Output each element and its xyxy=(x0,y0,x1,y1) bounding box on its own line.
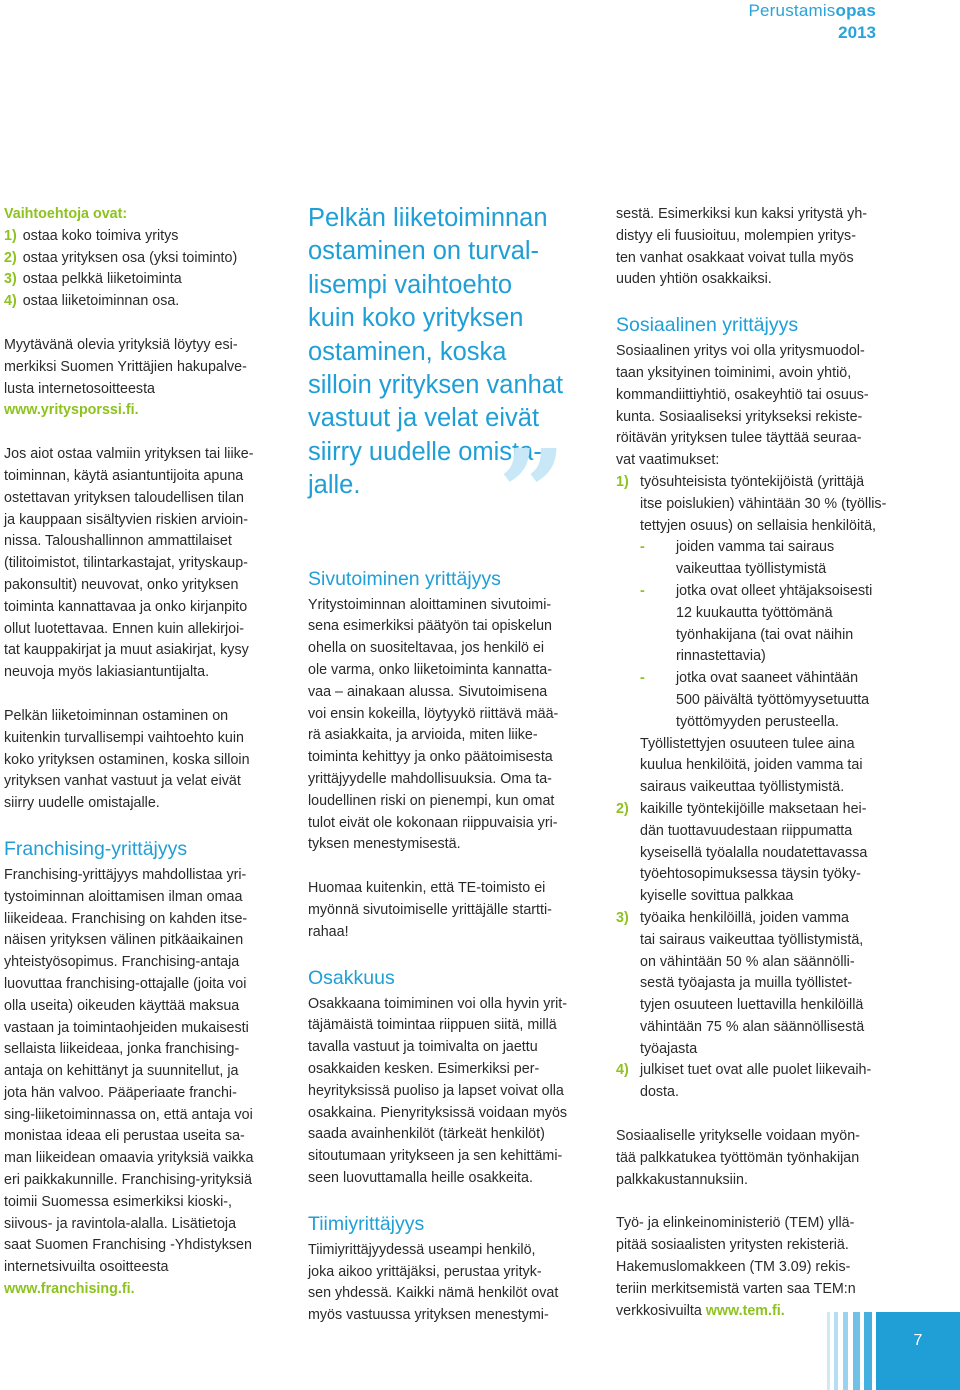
text-line: sestä työajasta ja muilla työllistet- xyxy=(640,975,853,992)
option-item xyxy=(4,248,286,270)
text-line: Pelkän liiketoiminnan ostaminen on xyxy=(4,707,229,724)
option-item xyxy=(4,226,286,248)
text-line: joka aikoo yrittäjäksi, perustaa yrityk- xyxy=(308,1263,542,1280)
quote-mark-icon: ” xyxy=(498,423,566,562)
quote-line: ostaminen on turval- xyxy=(308,237,540,266)
text-line: kuulua henkilöitä, joiden vamma tai xyxy=(640,757,863,774)
text-line: sairaus vaikeuttaa työllistymistä. xyxy=(640,779,845,796)
text-line: eri paikkakunnille. Franchising-yrityksiä xyxy=(4,1172,252,1189)
text-line: tat kauppakirjat ja muut asiakirjat, kysy xyxy=(4,642,249,659)
paragraph-safer-option xyxy=(4,706,286,815)
option-number: 4) xyxy=(4,293,17,310)
osakkuus-heading: Osakkuus xyxy=(308,966,395,989)
req2-number: 2) xyxy=(616,800,629,817)
text-line: kuitenkin turvallisempi vaihtoehto kuin xyxy=(4,729,244,746)
text-line: ole varma, onko liiketoiminta kannatta- xyxy=(308,662,552,679)
text-line: dän tuottavuudestaan riippumatta xyxy=(640,822,853,839)
brand xyxy=(748,2,876,41)
text-line: sitoutumaan yritykseen ja sen kehittämi- xyxy=(308,1148,563,1165)
text-line: verkkosivuilta xyxy=(616,1302,702,1319)
text-line: Franchising-yrittäjyys mahdollistaa yri- xyxy=(4,866,247,883)
text-line: osakkaiden kesken. Esimerkiksi per- xyxy=(308,1061,540,1077)
text-line: työehtosopimuksessa täysin työky- xyxy=(640,866,861,883)
text-line: kunta. Sosiaaliseksi yritykseksi rekiste- xyxy=(616,408,863,425)
dash-marker: - xyxy=(640,670,645,687)
dash-marker: - xyxy=(640,539,645,556)
req4-number: 4) xyxy=(616,1062,629,1079)
text-line: internetsivuilta osoitteesta xyxy=(4,1259,169,1276)
sub-requirement xyxy=(616,668,906,733)
requirement-3 xyxy=(616,908,906,1061)
text-line: olla useita) oikeuden käyttää maksua xyxy=(4,997,240,1014)
text-line: ostettavan yrityksen taloudellisen tilan xyxy=(4,489,245,506)
tem-link[interactable]: www.tem.fi. xyxy=(705,1302,785,1319)
text-line: jotka ovat olleet yhtäjaksoisesti xyxy=(676,582,873,599)
text-line: työaika henkilöillä, joiden vamma xyxy=(640,909,850,926)
text-line: Jos aiot ostaa valmiin yrityksen tai liike- xyxy=(4,446,254,463)
text-line: ohella on suositeltavaa, jos henkilö ei xyxy=(308,640,545,657)
text-line: yrityksen vanhat vastuut ja velat eivät xyxy=(4,773,241,790)
text-line: kaikille työntekijöille maksetaan hei- xyxy=(640,800,867,817)
quote-line: Pelkän liiketoiminnan xyxy=(308,204,548,232)
text-line: ja kauppaan sisältyvien riskien arvioin- xyxy=(4,511,248,528)
text-line: myönnä sivutoimiselle yrittäjälle startti- xyxy=(308,902,552,919)
paragraph-osakkuus xyxy=(308,994,600,1190)
text-line: pitää sosiaalisten yritysten rekisteriä. xyxy=(616,1237,849,1254)
text-line: tystoiminnan aloittamisen ilman omaa xyxy=(4,888,243,905)
paragraph-starttiraha xyxy=(308,878,600,943)
option-text: ostaa pelkkä liiketoiminta xyxy=(22,271,182,288)
text-line: joiden vamma tai sairaus xyxy=(676,539,835,556)
text-line: man liikeidean omaavia yrityksiä vaikka xyxy=(4,1150,254,1167)
sub-requirement xyxy=(616,537,906,581)
text-line: luovuttaa franchising-ottajalle (joita voi xyxy=(4,975,247,992)
req1-number: 1) xyxy=(616,473,629,490)
option-item xyxy=(4,291,286,313)
requirement-1 xyxy=(616,472,906,799)
option-number: 3) xyxy=(4,271,17,288)
text-line: 12 kuukautta työttömänä xyxy=(676,604,833,621)
quote-line: siirry uudelle omista- xyxy=(308,437,542,466)
text-line: tulot eivät ole kokonaan riippuvaisia yri- xyxy=(308,814,558,831)
text-line: distyy eli fuusioituu, molempien yritys- xyxy=(616,227,856,244)
text-line: monistaa ideaa eli perustaa useita sa- xyxy=(4,1128,245,1145)
quote-line: kuin koko yrityksen xyxy=(308,304,524,333)
text-line: rahaa! xyxy=(308,923,349,940)
text-line: siirry uudelle omistajalle. xyxy=(4,795,160,812)
text-line: näisen yrityksen välinen pitkäaikainen xyxy=(4,932,244,949)
text-line: lusta internetosoitteesta xyxy=(4,380,156,397)
text-line: työajasta xyxy=(640,1040,698,1057)
text-line: sena esimerkiksi päätyön tai opiskelun xyxy=(308,618,552,635)
paragraph-franchising xyxy=(4,865,286,1301)
text-line: taan yksityinen toiminimi, avoin yhtiö, xyxy=(616,364,852,381)
options-list xyxy=(4,226,286,313)
requirement-2 xyxy=(616,799,906,908)
text-line: Sosiaalinen yritys voi olla yritysmuodol- xyxy=(616,343,865,360)
paragraph-experts xyxy=(4,444,286,684)
paragraph-palkkatuki xyxy=(616,1126,906,1191)
text-line: siivous- ja ravintola-alalla. Lisätietoja xyxy=(4,1215,237,1232)
paragraph-sosiaalinen xyxy=(616,341,906,472)
option-text: ostaa liiketoiminnan osa. xyxy=(22,293,180,310)
text-line: kyseisellä työalalla noudatettavassa xyxy=(640,844,868,861)
text-line: toiminta kehittyy ja onko päätoimisesta xyxy=(308,749,553,766)
text-line: antaja on kehittänyt ja suunnitellut, ja xyxy=(4,1063,239,1080)
text-line: neuvoja myös lakiasiantuntijalta. xyxy=(4,664,210,681)
text-line: saada avainhenkilöt (tärkeät henkilöt) xyxy=(308,1126,545,1143)
text-line: pakonsultit) neuvovat, onko yrityksen xyxy=(4,576,239,593)
text-line: yhteistyösopimus. Franchising-antaja xyxy=(4,954,240,971)
option-text: ostaa yrityksen osa (yksi toiminto) xyxy=(22,249,238,266)
text-line: röitävän yrityksen tulee täyttää seuraa- xyxy=(616,430,862,447)
text-line: sestä. Esimerkiksi kun kaksi yritystä yh- xyxy=(616,206,868,222)
text-line: on vähintään 50 % alan säännölli- xyxy=(640,953,855,970)
text-line: sellaista liikeideaa, jonka franchising- xyxy=(4,1041,240,1058)
text-line: voi ensin kokeilla, löytyykö riittävä mää- xyxy=(308,705,559,722)
option-number: 2) xyxy=(4,249,17,266)
text-line: tavalla vastuut ja toimivalta on jaettu xyxy=(308,1039,538,1056)
quote-line: jalle. xyxy=(308,471,361,500)
text-line: jotka ovat saaneet vähintään xyxy=(676,670,859,687)
text-line: vähintään 75 % alan säännöllisestä xyxy=(640,1018,865,1035)
text-line: toimii Suomessa esimerkiksi kioski-, xyxy=(4,1193,233,1210)
tiimiyrittajyys-heading: Tiimiyrittäjyys xyxy=(308,1212,425,1235)
brand-bold: opas xyxy=(835,1,876,20)
text-line: koko yrityksen ostaminen, koska silloin xyxy=(4,751,250,768)
text-line: Työ- ja elinkeinoministeriö (TEM) yllä- xyxy=(616,1215,855,1232)
text-line: heyrityksissä puoliso ja lapset voivat olla xyxy=(308,1082,564,1099)
quote-line: lisempi vaihtoehto xyxy=(308,270,513,299)
text-line: kommandiittiyhtiö, osakeyhtiö tai osuus- xyxy=(616,386,869,403)
sosiaalinen-heading: Sosiaalinen yrittäjyys xyxy=(616,314,799,337)
sub-requirement xyxy=(616,581,906,668)
text-line: täjämäistä toimintaa riippuen siitä, millä xyxy=(308,1017,557,1034)
req3-number: 3) xyxy=(616,909,629,926)
paragraph-marketplace xyxy=(4,335,286,422)
text-line: itse poislukien) vähintään 30 % (työllis- xyxy=(640,495,887,512)
text-line: Työllistettyjen osuuteen tulee aina xyxy=(640,735,855,752)
text-line: loudellinen riski on pienempi, kun omat xyxy=(308,792,555,809)
text-line: ten vanhat osakkaat voivat tulla myös xyxy=(616,249,854,266)
text-line: tettyjen osuus) on sellaisia henkilöitä, xyxy=(640,517,877,534)
text-line: Sosiaaliselle yritykselle voidaan myön- xyxy=(616,1128,860,1145)
text-line: tyksen menestymisestä. xyxy=(308,836,461,853)
text-line: dosta. xyxy=(640,1084,679,1101)
text-line: työsuhteisista työntekijöistä (yrittäjä xyxy=(640,473,865,490)
option-number: 1) xyxy=(4,227,17,244)
text-line: seen luovuttamalla heille osakkeita. xyxy=(308,1169,533,1186)
option-text: ostaa koko toimiva yritys xyxy=(22,227,179,244)
text-line: Myytävänä olevia yrityksiä löytyy esi- xyxy=(4,336,238,353)
text-line: julkiset tuet ovat alle puolet liikevaih- xyxy=(640,1062,872,1079)
text-line: merkiksi Suomen Yrittäjien hakupalve- xyxy=(4,358,247,375)
paragraph-continuation xyxy=(616,204,906,291)
text-line: vaa – ainakaan alussa. Sivutoimisena xyxy=(308,683,548,700)
text-line: vat vaatimukset: xyxy=(616,452,720,469)
text-line: uuden yhtiön osakkaiksi. xyxy=(616,271,772,288)
franchising-link[interactable]: www.franchising.fi. xyxy=(4,1281,135,1298)
paragraph-sivutoiminen xyxy=(308,595,600,857)
column-middle xyxy=(308,204,600,1327)
text-line: rinnastettavia) xyxy=(676,648,766,665)
text-line: toiminnan, käytä asiantuntijoita apuna xyxy=(4,467,244,484)
text-line: saat Suomen Franchising -Yhdistyksen xyxy=(4,1237,252,1254)
text-line: liikeideaa. Franchising on kahden itse- xyxy=(4,910,248,927)
text-line: tai sairaus vaikeuttaa työllistymistä, xyxy=(640,931,864,948)
text-line: myös vastuussa yrityksen menestymi- xyxy=(308,1307,549,1324)
text-line: ollut luotettavaa. Ennen kuin allekirjoi- xyxy=(4,620,245,637)
text-line: kyiselle sovittua palkkaa xyxy=(640,888,794,905)
text-line: työnhakijana (tai ovat näihin xyxy=(676,626,854,643)
brand-light: Perustamis xyxy=(748,1,836,20)
text-line: rä asiakkaita, ja arvioida, miten liike- xyxy=(308,727,538,744)
page-number: 7 xyxy=(876,1312,960,1390)
text-line: palkkakustannuksiin. xyxy=(616,1171,748,1188)
text-line: Tiimiyrittäjyydessä useampi henkilö, xyxy=(308,1241,536,1258)
option-item xyxy=(4,269,286,291)
text-line: jota hän valvoo. Pääperiaate franchi- xyxy=(4,1084,237,1101)
text-line: (tilitoimistot, tilintarkastajat, yrityskaup- xyxy=(4,555,248,572)
text-line: teriin merkitsemistä varten saa TEM:n xyxy=(616,1280,856,1297)
text-line: tyjen osuuteen luettavilla henkilöillä xyxy=(640,997,864,1014)
sivutoiminen-heading: Sivutoiminen yrittäjyys xyxy=(308,567,501,590)
text-line: Huomaa kuitenkin, että TE-toimisto ei xyxy=(308,880,546,897)
text-line: Osakkaana toimiminen voi olla hyvin yrit- xyxy=(308,995,568,1012)
brand-year: 2013 xyxy=(838,23,876,42)
quote-line: vastuut ja velat eivät xyxy=(308,404,540,433)
text-line: Hakemuslomakkeen (TM 3.09) rekis- xyxy=(616,1259,851,1276)
yritysporssi-link[interactable]: www.yritysporssi.fi. xyxy=(4,402,139,419)
text-line: Yritystoiminnan aloittaminen sivutoimi- xyxy=(308,596,552,613)
column-left xyxy=(4,204,286,1301)
text-line: 500 päivältä työttömyysetuutta xyxy=(676,691,870,708)
dash-marker: - xyxy=(640,582,645,599)
text-line: osakkaina. Pienyrityksissä voidaan myös xyxy=(308,1104,568,1121)
text-line: tää palkkatukea työttömän työnhakijan xyxy=(616,1149,860,1166)
brand-title xyxy=(748,2,876,19)
text-line: nissa. Taloushallinnon ammattilaiset xyxy=(4,533,232,550)
text-line: vaikeuttaa työllistymistä xyxy=(676,561,827,578)
text-line: vastaan ja toimintaohjeiden mukaisesti xyxy=(4,1019,249,1036)
paragraph-tem xyxy=(616,1213,906,1322)
footer-decoration xyxy=(816,1312,960,1390)
text-line: sen yhdessä. Kaikki nämä henkilöt ovat xyxy=(308,1285,559,1302)
quote-line: silloin yrityksen vanhat xyxy=(308,371,564,400)
text-line: toiminta kannattavaa ja onko kirjanpito xyxy=(4,598,248,615)
options-heading: Vaihtoehtoja ovat: xyxy=(4,206,128,222)
quote-line: ostaminen, koska xyxy=(308,337,507,366)
franchising-heading: Franchising-yrittäjyys xyxy=(4,837,188,860)
text-line: sing-liiketoiminnassa on, että antaja voi xyxy=(4,1106,253,1123)
paragraph-tiimiyrittajyys xyxy=(308,1240,600,1327)
column-right xyxy=(616,204,906,1322)
text-line: työttömyyden perusteella. xyxy=(676,713,839,730)
requirement-4 xyxy=(616,1060,906,1104)
text-line: yrittäjyydelle mahdollisuuksia. Oma ta- xyxy=(308,771,552,788)
